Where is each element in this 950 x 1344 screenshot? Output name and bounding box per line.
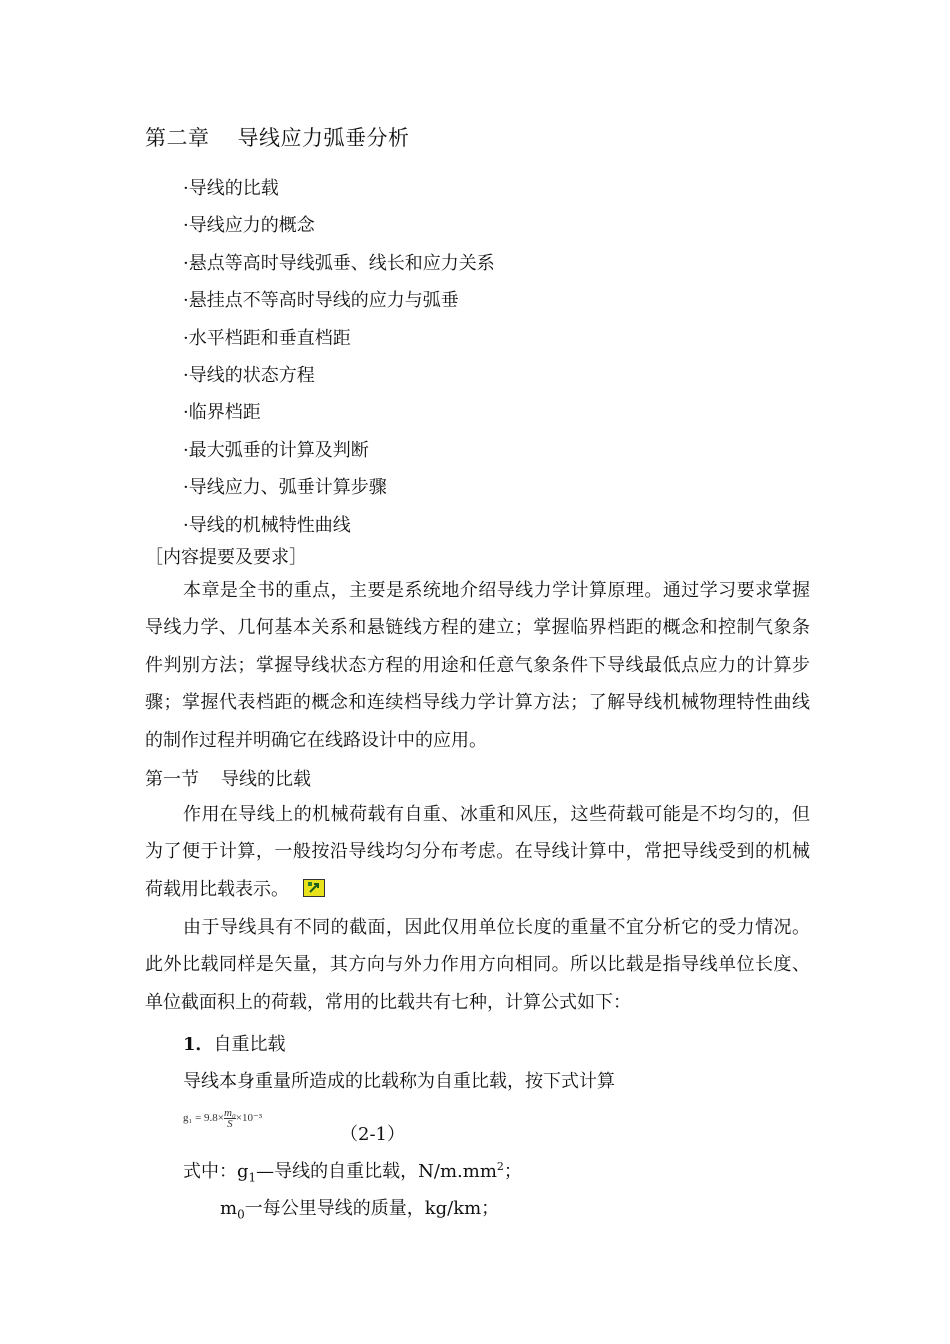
outline-item: ·导线应力的概念 [183, 215, 315, 237]
g1-description: —导线的自重比载，N/m.mm [256, 1161, 497, 1182]
formula-lhs: g₁ = 9.8× [183, 1112, 224, 1125]
section-label: 第一节 [145, 769, 199, 790]
section-name: 导线的比载 [221, 769, 311, 790]
outline-item: ·悬挂点不等高时导线的应力与弧垂 [183, 290, 459, 312]
item-heading [183, 1030, 286, 1056]
summary-heading: ［内容提要及要求］ [145, 547, 307, 568]
outline-item: ·最大弧垂的计算及判断 [183, 439, 369, 461]
note-icon[interactable] [303, 879, 325, 897]
outline-item: ·临界档距 [183, 402, 261, 424]
summary-paragraph: 本章是全书的重点，主要是系统地介绍导线力学计算原理。通过学习要求掌握导线力学、几何基本关系和悬链线方程的建立；掌握临界档距的概念和控制气象条件判别方法；掌握导线状态方程的用途和任意气象条件下导线最低点应力的计算步骤；掌握代表档距的概念和连续档导线力学计算方法；了解导线机械物理特性曲线的制作过程并明确它在线路设计中的应用。 [145, 580, 810, 751]
outline-item: ·导线的状态方程 [183, 364, 315, 386]
formula-numerator: m₀ [224, 1107, 236, 1119]
symbol-g: g [237, 1161, 249, 1182]
symbol-m-subscript: 0 [237, 1207, 245, 1222]
g1-end: ； [503, 1161, 522, 1182]
formula-denominator: S [227, 1118, 233, 1130]
unit-superscript: 2 [496, 1160, 504, 1173]
equation-number: （2-1） [340, 1124, 405, 1145]
symbol-g-subscript: 1 [248, 1170, 257, 1185]
outline-item: ·导线的比载 [183, 178, 279, 199]
outline-item: ·悬点等高时导线弧垂、线长和应力关系 [183, 252, 495, 274]
outline-item: ·导线的机械特性曲线 [183, 514, 351, 536]
item-title: 自重比载 [213, 1034, 286, 1055]
where-m0 [220, 1194, 499, 1222]
chapter-name: 导线应力弧垂分析 [237, 126, 410, 150]
paragraph-loads [145, 796, 810, 908]
m0-description: 一每公里导线的质量，kg/km； [244, 1198, 500, 1219]
chapter-label: 第二章 [145, 126, 210, 150]
paragraph-specific-load: 由于导线具有不同的截面，因此仅用单位长度的重量不宜分析它的受力情况。此外比载同样是矢量，其方向与外力作用方向相同。所以比载是指导线单位长度、单位截面积上的荷载，常用的比载共有七种，计算公式如下： [145, 917, 810, 1013]
formula-fraction [224, 1108, 236, 1129]
outline-item: ·水平档距和垂直档距 [183, 327, 351, 349]
chapter-title [145, 122, 410, 152]
formula-rhs: ×10⁻³ [235, 1112, 263, 1125]
where-prefix: 式中： [183, 1161, 237, 1182]
item-description: 导线本身重量所造成的比载称为自重比载，按下式计算 [183, 1071, 615, 1092]
where-g1 [183, 1157, 522, 1185]
symbol-m: m [220, 1198, 238, 1219]
paragraph-loads-text: 作用在导线上的机械荷载有自重、冰重和风压，这些荷载可能是不均匀的，但为了便于计算，一般按沿导线均匀分布考虑。在导线计算中，常把导线受到的机械荷载用比载表示。 [145, 804, 810, 900]
outline-item: ·导线应力、弧垂计算步骤 [183, 477, 387, 499]
item-number: 1． [183, 1034, 214, 1055]
chapter-outline [183, 170, 495, 544]
section-title [145, 765, 311, 791]
formula-image [183, 1108, 262, 1129]
